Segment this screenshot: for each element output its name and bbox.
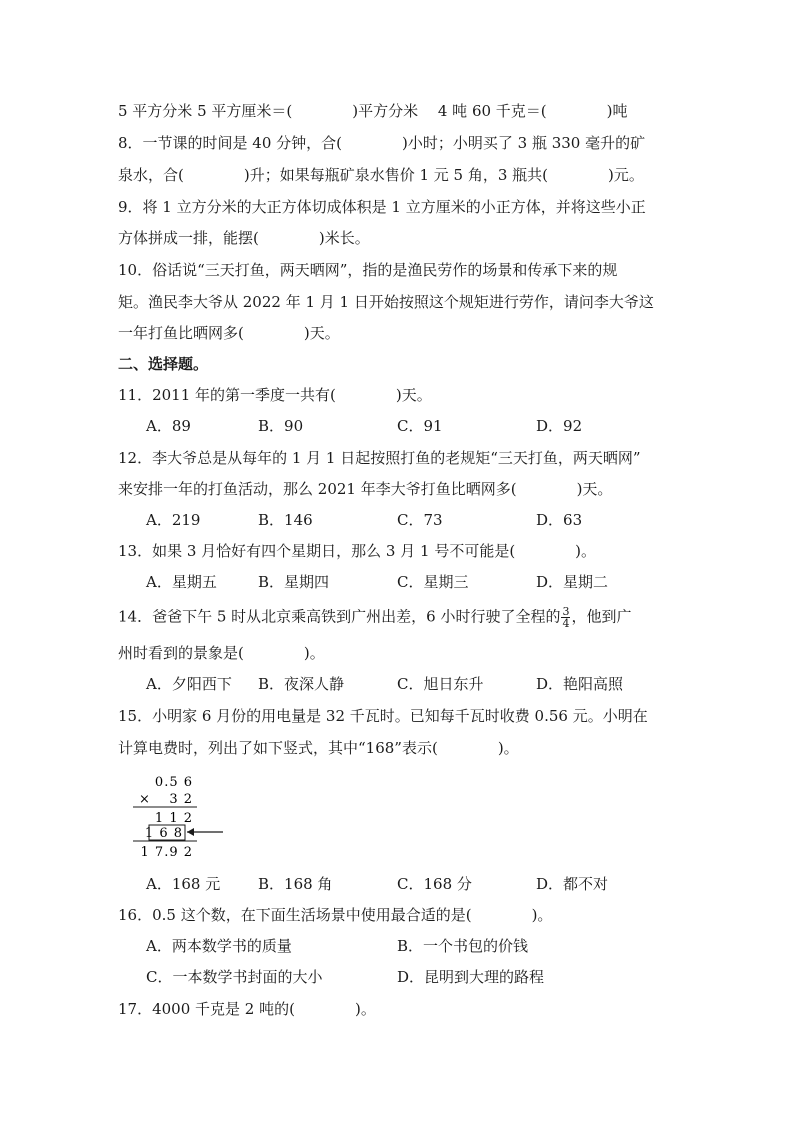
multiply-sign: ×: [139, 792, 150, 807]
question-10-line-3: 一年打鱼比晒网多( )天。: [118, 324, 340, 342]
question-10-line-1: 10．俗话说“三天打鱼，两天晒网”，指的是渔民劳作的场景和传承下来的规: [118, 261, 618, 279]
q16-option-c[interactable]: C．一本数学书封面的大小: [146, 968, 323, 986]
arrow-left-icon: [187, 828, 194, 836]
calc-partial-product-1: 1 1 2: [154, 811, 193, 826]
question-8-line-1: 8．一节课的时间是 40 分钟，合( )小时；小明买了 3 瓶 330 毫升的矿: [118, 134, 646, 152]
calc-partial-product-2: 1 6 8: [144, 826, 183, 841]
calc-multiplicand: 0.5 6: [154, 775, 193, 790]
q13-option-b[interactable]: B．星期四: [258, 573, 330, 591]
fraction-denominator: 4: [562, 617, 570, 630]
question-14-line-1: [118, 606, 632, 629]
fraction-numerator: 3: [562, 605, 570, 618]
q12-option-c[interactable]: C．73: [397, 511, 443, 529]
question-14-line-2: 州时看到的景象是( )。: [118, 644, 325, 662]
q14-option-a[interactable]: A．夕阳西下: [146, 675, 232, 693]
q14-text-before-fraction: 14．爸爸下午 5 时从北京乘高铁到广州出差，6 小时行驶了全程的: [118, 607, 561, 626]
q16-option-a[interactable]: A．两本数学书的质量: [146, 937, 292, 955]
q11-option-a[interactable]: A．89: [146, 417, 191, 435]
question-15-line-1: 15．小明家 6 月份的用电量是 32 千瓦时。已知每千瓦时收费 0.56 元。小明在: [118, 707, 648, 725]
line-area-weight-conversion: 5 平方分米 5 平方厘米＝( )平方分米 4 吨 60 千克＝( )吨: [118, 102, 628, 120]
q13-option-d[interactable]: D．星期二: [536, 573, 609, 591]
question-9-line-2: 方体拼成一排，能摆( )米长。: [118, 229, 370, 247]
question-12-line-1: 12．李大爷总是从每年的 1 月 1 日起按照打鱼的老规矩“三天打鱼，两天晒网”: [118, 449, 641, 467]
q14-text-after-fraction: ，他到广: [571, 607, 632, 626]
q12-option-a[interactable]: A．219: [146, 511, 201, 529]
question-8-line-2: 泉水，合( )升；如果每瓶矿泉水售价 1 元 5 角，3 瓶共( )元。: [118, 166, 644, 184]
q11-option-b[interactable]: B．90: [258, 417, 304, 435]
vertical-multiplication: [125, 770, 235, 862]
q16-option-b[interactable]: B．一个书包的价钱: [397, 937, 529, 955]
q11-option-c[interactable]: C．91: [397, 417, 443, 435]
fraction-three-quarters: [561, 606, 570, 629]
q15-option-b[interactable]: B．168 角: [258, 875, 333, 893]
question-17: 17．4000 千克是 2 吨的( )。: [118, 1000, 376, 1018]
q14-option-b[interactable]: B．夜深人静: [258, 675, 345, 693]
question-11: 11．2011 年的第一季度一共有( )天。: [118, 386, 432, 404]
q15-option-d[interactable]: D．都不对: [536, 875, 609, 893]
calc-result: 1 7.9 2: [140, 845, 193, 860]
calc-multiplier: 3 2: [169, 792, 193, 807]
question-16: 16．0.5 这个数，在下面生活场景中使用最合适的是( )。: [118, 906, 553, 924]
question-13: 13．如果 3 月恰好有四个星期日，那么 3 月 1 号不可能是( )。: [118, 542, 597, 560]
question-15-line-2: 计算电费时，列出了如下竖式，其中“168”表示( )。: [118, 739, 519, 757]
q14-option-c[interactable]: C．旭日东升: [397, 675, 484, 693]
q14-option-d[interactable]: D．艳阳高照: [536, 675, 624, 693]
question-10-line-2: 矩。渔民李大爷从 2022 年 1 月 1 日开始按照这个规矩进行劳作，请问李大爷这: [118, 293, 654, 311]
q12-option-b[interactable]: B．146: [258, 511, 313, 529]
q16-option-d[interactable]: D．昆明到大理的路程: [397, 968, 545, 986]
q11-option-d[interactable]: D．92: [536, 417, 583, 435]
q13-option-c[interactable]: C．星期三: [397, 573, 469, 591]
question-9-line-1: 9．将 1 立方分米的大正方体切成体积是 1 立方厘米的小正方体，并将这些小正: [118, 198, 646, 216]
question-12-line-2: 来安排一年的打鱼活动，那么 2021 年李大爷打鱼比晒网多( )天。: [118, 480, 613, 498]
section-heading-choice: 二、选择题。: [118, 355, 209, 373]
q13-option-a[interactable]: A．星期五: [146, 573, 217, 591]
q15-option-a[interactable]: A．168 元: [146, 875, 221, 893]
q15-option-c[interactable]: C．168 分: [397, 875, 472, 893]
q12-option-d[interactable]: D．63: [536, 511, 583, 529]
